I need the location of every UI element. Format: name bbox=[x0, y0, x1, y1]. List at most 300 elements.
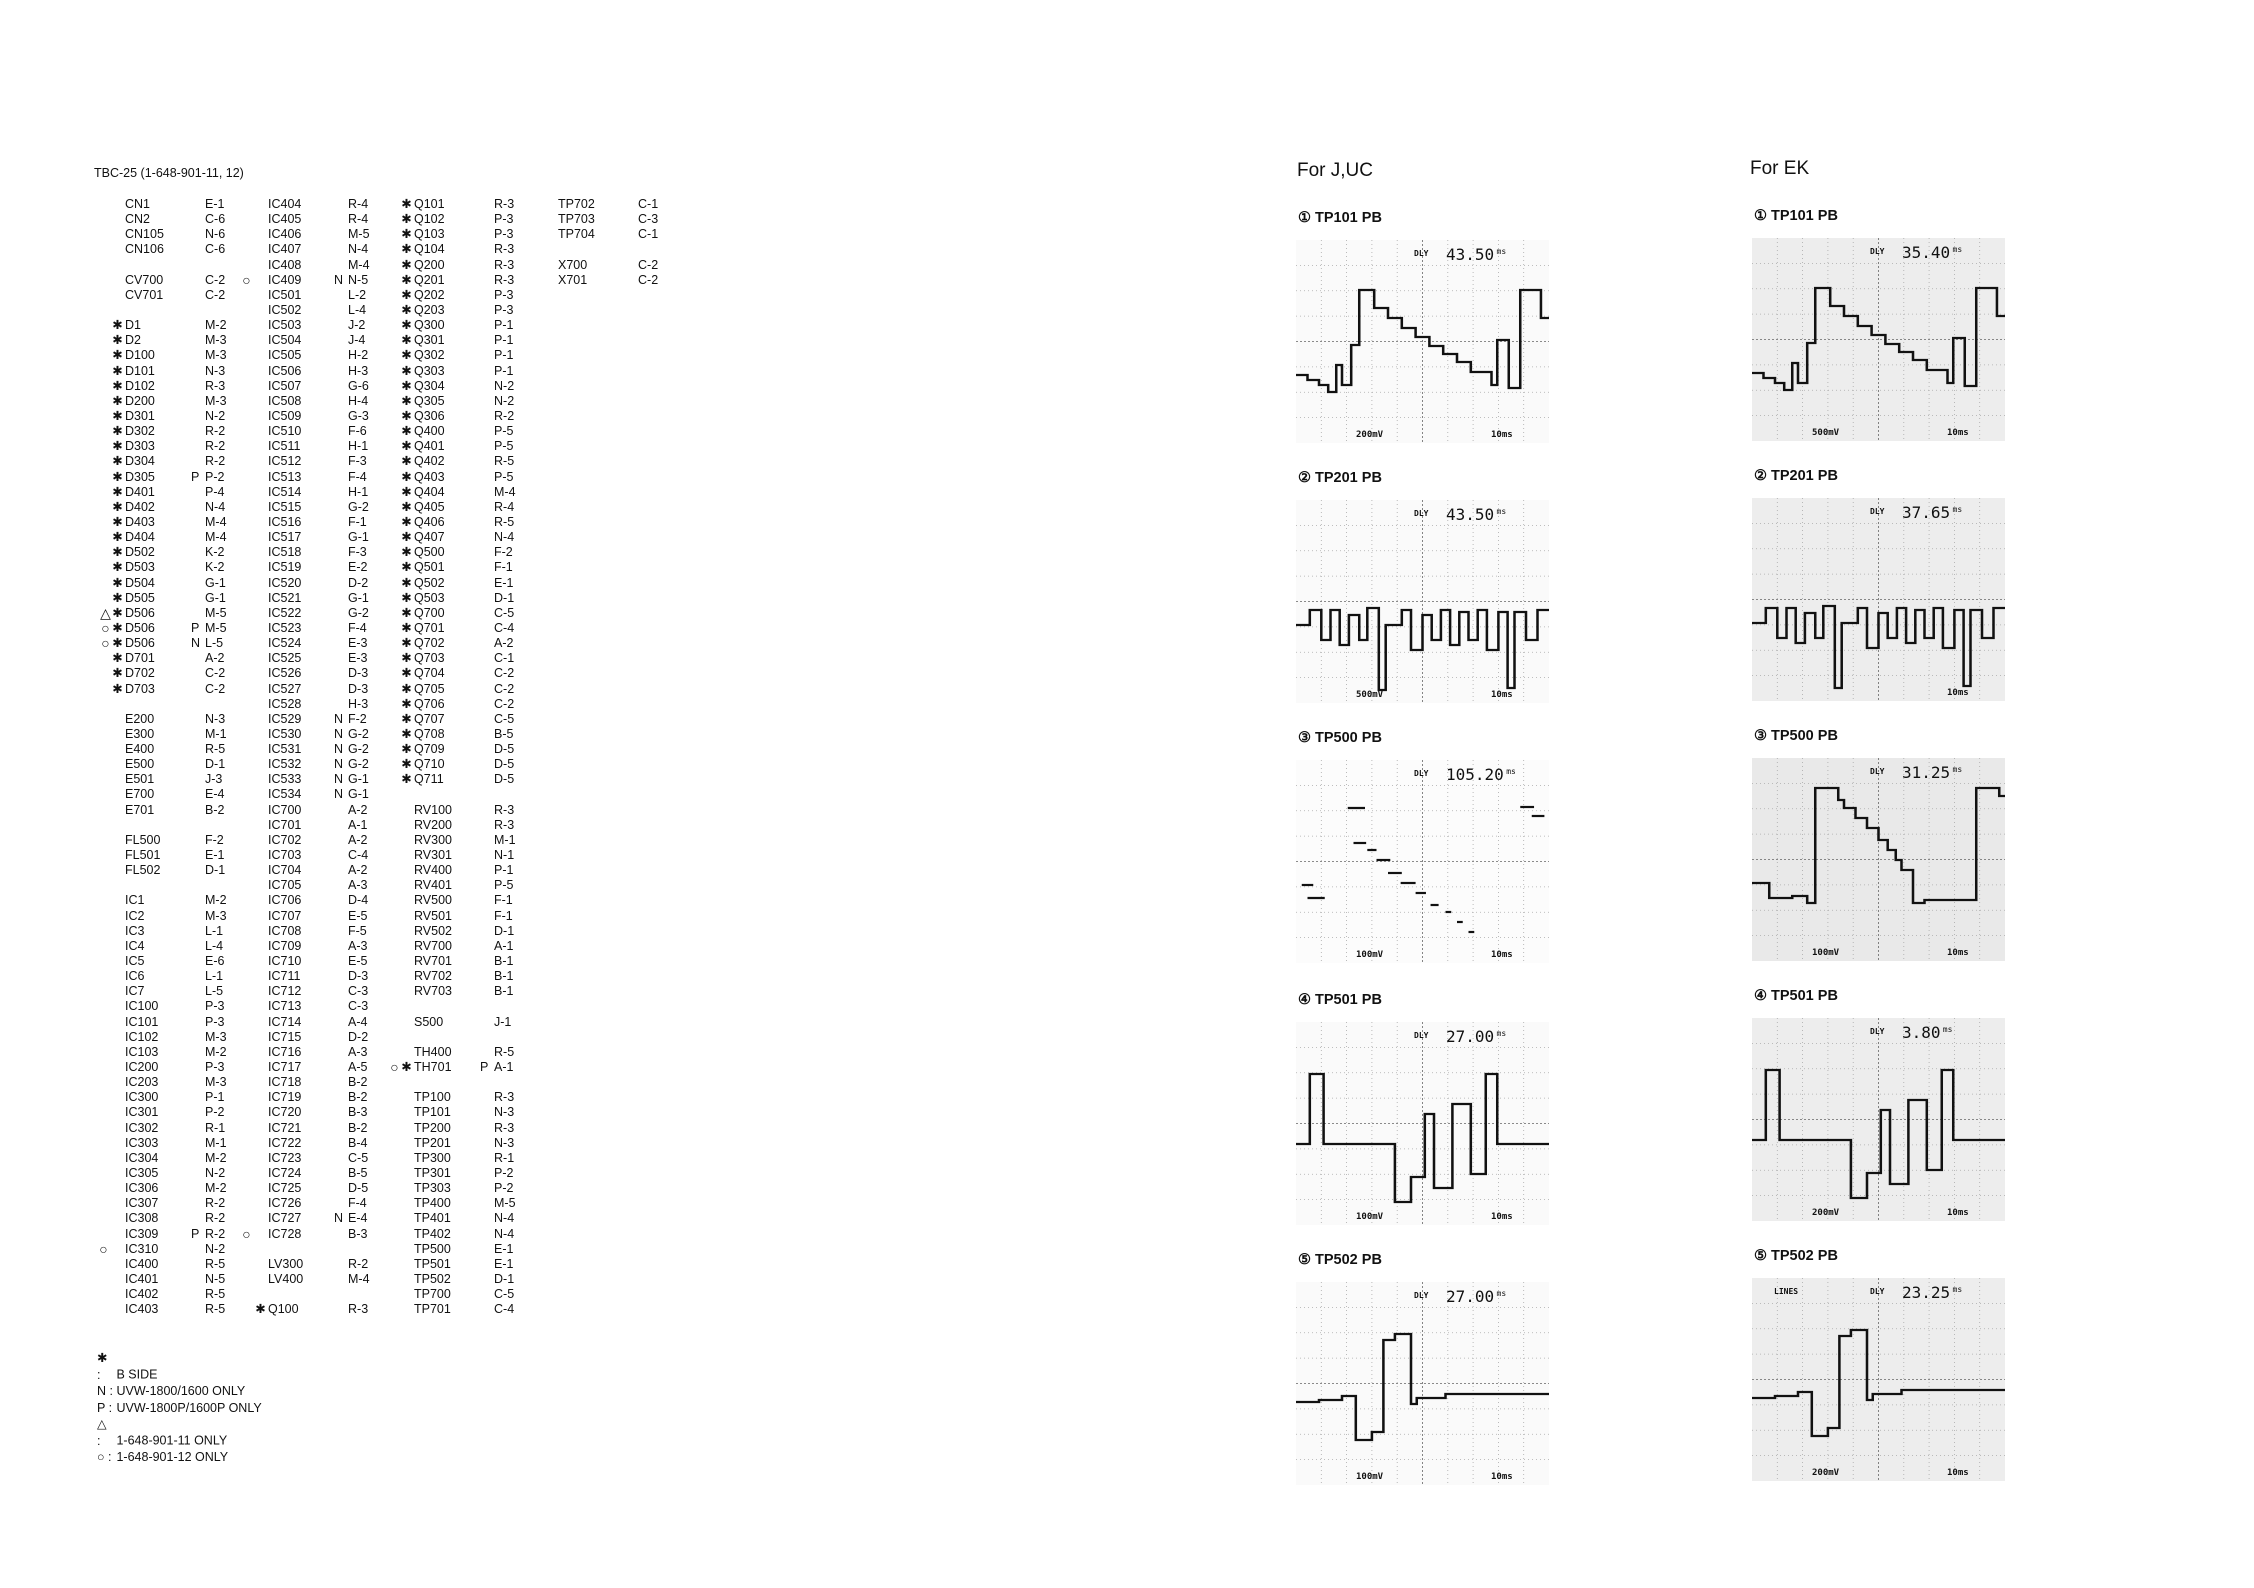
model-flag: N bbox=[334, 787, 344, 802]
part-row bbox=[125, 787, 227, 802]
part-row bbox=[268, 969, 370, 984]
part-location: D-5 bbox=[494, 772, 515, 787]
part-row bbox=[268, 545, 370, 560]
part-ref: Q709 bbox=[414, 742, 445, 757]
part-ref: IC101 bbox=[125, 1014, 159, 1029]
part-ref: IC522 bbox=[268, 605, 302, 620]
part-ref: IC401 bbox=[125, 1271, 159, 1286]
waveform-label-right-1: ① TP101 PB bbox=[1754, 208, 1838, 224]
part-row bbox=[268, 1121, 370, 1136]
legend-symbol: P : bbox=[97, 1400, 113, 1415]
part-row bbox=[401, 272, 516, 288]
b-side-mark: ✱ bbox=[401, 272, 412, 287]
part-row bbox=[112, 484, 227, 500]
part-location: C-1 bbox=[494, 651, 515, 666]
part-row bbox=[401, 257, 516, 273]
part-location: P-1 bbox=[494, 363, 514, 378]
delay-time-readout: 37.65 bbox=[1902, 503, 1951, 522]
legend-entry bbox=[97, 1383, 262, 1400]
part-ref: IC513 bbox=[268, 469, 302, 484]
part-location: C-2 bbox=[205, 287, 226, 302]
part-row bbox=[268, 651, 370, 666]
part-row bbox=[125, 273, 227, 288]
part-row bbox=[99, 1240, 227, 1257]
part-location: G-2 bbox=[348, 605, 369, 620]
b-side-mark: ✱ bbox=[401, 696, 412, 711]
part-location: C-2 bbox=[205, 272, 226, 287]
b-side-mark: ✱ bbox=[401, 348, 412, 363]
part-location: A-2 bbox=[348, 802, 368, 817]
part-ref: IC518 bbox=[268, 545, 302, 560]
part-ref: IC718 bbox=[268, 1075, 302, 1090]
part-ref: IC408 bbox=[268, 257, 302, 272]
volts-per-div-readout: 100mV bbox=[1356, 1472, 1384, 1482]
part-location: L-2 bbox=[348, 287, 367, 302]
part-ref: IC706 bbox=[268, 893, 302, 908]
part-location: F-2 bbox=[494, 545, 513, 560]
legend-text: 1-648-901-12 ONLY bbox=[113, 1450, 229, 1464]
part-row bbox=[125, 227, 227, 242]
b-side-mark: ✱ bbox=[401, 212, 412, 227]
part-location: L-1 bbox=[205, 969, 224, 984]
part-ref: IC409 bbox=[268, 272, 302, 287]
part-row bbox=[268, 1030, 370, 1045]
part-location: M-2 bbox=[205, 318, 227, 333]
part-row bbox=[112, 408, 227, 424]
part-row bbox=[268, 333, 370, 348]
part-location: M-3 bbox=[205, 1075, 227, 1090]
part-ref: Q302 bbox=[414, 348, 445, 363]
part-row bbox=[401, 575, 516, 591]
b-side-mark: ✱ bbox=[401, 620, 412, 635]
part-location: F-4 bbox=[348, 469, 367, 484]
part-row bbox=[268, 364, 370, 379]
part-location: N-2 bbox=[205, 408, 226, 423]
volts-per-div-readout: 500mV bbox=[1356, 690, 1384, 700]
part-row bbox=[112, 439, 227, 454]
part-ref: IC726 bbox=[268, 1196, 302, 1211]
part-ref: TP400 bbox=[414, 1196, 451, 1211]
b-side-mark: ✱ bbox=[112, 439, 123, 454]
part-ref: IC5 bbox=[125, 954, 145, 969]
part-ref: X701 bbox=[558, 272, 588, 287]
part-ref: Q203 bbox=[414, 302, 445, 317]
part-location: H-4 bbox=[348, 393, 369, 408]
part-location: M-4 bbox=[205, 514, 227, 529]
oscilloscope-screen bbox=[1752, 1278, 2005, 1481]
part-ref: IC516 bbox=[268, 514, 302, 529]
part-ref: D703 bbox=[125, 681, 155, 696]
part-ref: D402 bbox=[125, 499, 155, 514]
model-flag: P bbox=[191, 469, 200, 484]
part-location: C-2 bbox=[638, 257, 659, 272]
part-location: J-2 bbox=[348, 318, 366, 333]
dly-readout: DLY bbox=[1414, 1291, 1429, 1300]
part-ref: IC728 bbox=[268, 1226, 302, 1241]
part-location: B-2 bbox=[348, 1120, 368, 1135]
part-ref: IC502 bbox=[268, 302, 302, 317]
part-row bbox=[112, 530, 227, 545]
part-location: R-5 bbox=[494, 514, 515, 529]
part-location: R-5 bbox=[494, 454, 515, 469]
oscilloscope-screen bbox=[1296, 500, 1549, 703]
oscilloscope-graticule bbox=[1296, 760, 1549, 963]
part-row bbox=[558, 273, 658, 288]
part-ref: Q406 bbox=[414, 514, 445, 529]
part-row bbox=[268, 454, 370, 469]
part-row bbox=[268, 227, 370, 242]
part-row bbox=[414, 893, 516, 908]
part-row bbox=[268, 939, 370, 954]
part-row bbox=[414, 833, 516, 848]
part-location: F-3 bbox=[348, 454, 367, 469]
part-location: E-1 bbox=[205, 848, 225, 863]
part-ref: D1 bbox=[125, 318, 141, 333]
part-ref: IC711 bbox=[268, 969, 301, 984]
part-location: C-6 bbox=[205, 212, 226, 227]
part-ref: IC716 bbox=[268, 1044, 302, 1059]
part-ref: IC403 bbox=[125, 1302, 159, 1317]
part-row bbox=[125, 1181, 227, 1196]
part-row bbox=[401, 530, 516, 545]
part-row bbox=[401, 227, 516, 242]
part-ref: IC724 bbox=[268, 1166, 302, 1180]
part-location: G-6 bbox=[348, 378, 369, 393]
part-location: M-4 bbox=[348, 1271, 370, 1286]
part-row bbox=[401, 711, 516, 727]
part-location: C-5 bbox=[494, 605, 515, 620]
part-location: R-3 bbox=[494, 272, 515, 287]
part-row bbox=[414, 1121, 516, 1136]
part-location: C-5 bbox=[494, 1287, 515, 1302]
part-row bbox=[401, 318, 516, 333]
b-side-mark: ✱ bbox=[401, 393, 412, 408]
model-flag: N bbox=[334, 757, 344, 772]
part-row bbox=[112, 560, 227, 575]
b-side-mark: ✱ bbox=[401, 257, 412, 272]
part-ref: Q401 bbox=[414, 439, 445, 454]
part-location: E-2 bbox=[348, 560, 368, 575]
part-location: M-3 bbox=[205, 333, 227, 348]
part-location: B-5 bbox=[348, 1166, 368, 1180]
part-row bbox=[268, 560, 370, 575]
part-location: R-1 bbox=[205, 1120, 226, 1135]
part-location: R-3 bbox=[494, 242, 515, 257]
part-row bbox=[401, 212, 516, 227]
part-row bbox=[414, 1105, 516, 1120]
oscilloscope-graticule bbox=[1296, 1022, 1549, 1225]
part-row bbox=[125, 242, 227, 257]
oscilloscope-screen bbox=[1296, 240, 1549, 443]
part-row bbox=[414, 803, 516, 818]
part-row bbox=[268, 242, 370, 257]
part-ref: IC719 bbox=[268, 1090, 302, 1105]
part-ref: IC407 bbox=[268, 242, 302, 257]
part-location: P-3 bbox=[494, 302, 514, 317]
part-ref: TH701 bbox=[414, 1060, 452, 1075]
oscilloscope-screen bbox=[1752, 1018, 2005, 1221]
part-ref: IC725 bbox=[268, 1181, 302, 1196]
delay-time-readout: 27.00 bbox=[1446, 1287, 1495, 1306]
part-ref: IC531 bbox=[268, 742, 302, 757]
part-ref: Q503 bbox=[414, 590, 445, 605]
part-ref: RV200 bbox=[414, 817, 452, 832]
part-ref: IC508 bbox=[268, 393, 302, 408]
part-ref: IC700 bbox=[268, 802, 302, 817]
legend-entry bbox=[97, 1350, 262, 1383]
part-row bbox=[268, 772, 370, 787]
part-row bbox=[242, 1225, 370, 1242]
part-row bbox=[401, 726, 516, 742]
part-ref: RV703 bbox=[414, 984, 452, 999]
part-location: R-5 bbox=[494, 1044, 515, 1059]
part-row bbox=[125, 1151, 227, 1166]
legend-symbol: N : bbox=[97, 1384, 113, 1398]
part-ref: CN106 bbox=[125, 242, 164, 257]
part-ref: TP703 bbox=[558, 212, 595, 227]
b-side-mark: ✱ bbox=[401, 454, 412, 469]
part-row bbox=[112, 424, 227, 439]
part-location: N-1 bbox=[494, 848, 515, 863]
spacer-row bbox=[414, 999, 516, 1014]
part-location: C-3 bbox=[348, 984, 369, 999]
model-flag: N bbox=[334, 272, 344, 287]
part-row bbox=[112, 393, 227, 409]
part-row bbox=[401, 242, 516, 257]
part-row bbox=[414, 1257, 516, 1272]
part-ref: IC507 bbox=[268, 378, 302, 393]
part-ref: IC509 bbox=[268, 408, 302, 423]
part-ref: Q202 bbox=[414, 287, 445, 302]
part-ref: D303 bbox=[125, 439, 155, 454]
part-row bbox=[414, 1015, 516, 1030]
part-ref: TP702 bbox=[558, 197, 595, 211]
part-ref: Q300 bbox=[414, 318, 445, 333]
part-location: G-1 bbox=[205, 575, 226, 590]
part-location: P-1 bbox=[494, 348, 514, 363]
part-location: C-5 bbox=[494, 711, 515, 726]
part-location: N-4 bbox=[348, 242, 369, 257]
heading-for-ek: For EK bbox=[1750, 158, 1810, 179]
part-row bbox=[112, 681, 227, 697]
part-row bbox=[401, 545, 516, 560]
part-location: C-6 bbox=[205, 242, 226, 257]
board-version-symbol: ○ bbox=[242, 271, 251, 288]
part-ref: Q103 bbox=[414, 227, 445, 242]
dly-readout: DLY bbox=[1414, 1031, 1429, 1040]
part-location: J-3 bbox=[205, 772, 223, 787]
part-ref: IC505 bbox=[268, 348, 302, 363]
part-row bbox=[414, 1166, 516, 1181]
part-location: G-1 bbox=[348, 772, 369, 787]
part-row bbox=[268, 818, 370, 833]
b-side-mark: ✱ bbox=[401, 681, 412, 696]
delay-time-readout: 43.50 bbox=[1446, 505, 1495, 524]
part-row bbox=[125, 939, 227, 954]
part-ref: IC511 bbox=[268, 439, 301, 454]
part-location: P-3 bbox=[494, 212, 514, 227]
part-row bbox=[112, 514, 227, 530]
part-row bbox=[125, 1136, 227, 1151]
board-version-symbol: ○ bbox=[390, 1059, 399, 1076]
part-location: B-3 bbox=[348, 1105, 368, 1120]
part-ref: IC721 bbox=[268, 1120, 302, 1135]
part-row bbox=[414, 1181, 516, 1196]
part-location: P-2 bbox=[205, 1105, 225, 1120]
part-ref: CN105 bbox=[125, 227, 164, 242]
part-row bbox=[125, 1196, 227, 1211]
part-ref: IC713 bbox=[268, 999, 302, 1014]
spacer-row bbox=[268, 1287, 370, 1302]
part-location: E-3 bbox=[348, 636, 368, 651]
part-ref: IC306 bbox=[125, 1181, 159, 1196]
delay-unit-readout: ms bbox=[1506, 767, 1516, 776]
b-side-mark: ✱ bbox=[401, 711, 412, 726]
part-ref: TP200 bbox=[414, 1120, 451, 1135]
part-row bbox=[268, 636, 370, 651]
part-row bbox=[558, 212, 658, 227]
part-location: R-3 bbox=[494, 1090, 515, 1105]
part-location: B-1 bbox=[494, 954, 514, 969]
part-row bbox=[268, 712, 370, 727]
part-row bbox=[414, 818, 516, 833]
part-ref: D101 bbox=[125, 363, 155, 378]
part-location: D-5 bbox=[494, 757, 515, 772]
part-ref: D504 bbox=[125, 575, 155, 590]
part-ref: RV401 bbox=[414, 878, 452, 893]
part-location: P-1 bbox=[205, 1090, 225, 1105]
part-row bbox=[255, 1302, 370, 1317]
part-location: M-2 bbox=[205, 1181, 227, 1196]
part-row bbox=[268, 379, 370, 394]
part-ref: E501 bbox=[125, 772, 155, 787]
b-side-mark: ✱ bbox=[112, 318, 123, 333]
b-side-mark: ✱ bbox=[112, 590, 123, 605]
board-version-symbol: △ bbox=[100, 604, 111, 621]
part-row bbox=[268, 1105, 370, 1120]
part-location: R-3 bbox=[494, 817, 515, 832]
part-ref: Q704 bbox=[414, 666, 445, 681]
part-row bbox=[125, 984, 227, 999]
part-location: N-2 bbox=[205, 1166, 226, 1180]
part-row bbox=[268, 999, 370, 1014]
part-ref: D506 bbox=[125, 620, 155, 635]
part-location: C-5 bbox=[348, 1150, 369, 1165]
delay-unit-readout: ms bbox=[1952, 765, 1963, 774]
b-side-mark: ✱ bbox=[255, 1302, 266, 1317]
part-row bbox=[401, 651, 516, 666]
part-row bbox=[268, 727, 370, 742]
part-ref: IC514 bbox=[268, 484, 302, 499]
part-location: M-3 bbox=[205, 1029, 227, 1044]
part-ref: CV701 bbox=[125, 287, 164, 302]
part-ref: IC705 bbox=[268, 878, 302, 893]
part-row bbox=[268, 409, 370, 424]
part-location: C-2 bbox=[205, 666, 226, 681]
part-location: R-5 bbox=[205, 742, 226, 757]
part-row bbox=[112, 378, 227, 394]
board-version-symbol: ○ bbox=[242, 1225, 251, 1242]
part-row bbox=[125, 1075, 227, 1090]
b-side-mark: ✱ bbox=[112, 363, 123, 378]
part-location: A-2 bbox=[348, 863, 368, 878]
part-ref: IC723 bbox=[268, 1150, 302, 1165]
delay-unit-readout: ms bbox=[1496, 1289, 1507, 1298]
part-row bbox=[558, 197, 658, 212]
part-ref: IC524 bbox=[268, 636, 302, 651]
part-location: N-3 bbox=[205, 363, 226, 378]
part-row bbox=[268, 530, 370, 545]
model-flag: P bbox=[480, 1060, 489, 1075]
volts-per-div-readout: 100mV bbox=[1812, 948, 1840, 958]
part-ref: E701 bbox=[125, 802, 155, 817]
part-ref: E700 bbox=[125, 787, 155, 802]
part-location: G-3 bbox=[348, 408, 369, 423]
b-side-mark: ✱ bbox=[401, 530, 412, 545]
part-ref: FL502 bbox=[125, 863, 161, 878]
part-row bbox=[401, 757, 516, 772]
part-location: F-2 bbox=[205, 832, 224, 847]
part-location: P-1 bbox=[494, 863, 514, 878]
part-ref: TP303 bbox=[414, 1181, 451, 1196]
part-location: R-2 bbox=[205, 1226, 226, 1241]
time-per-div-readout: 10ms bbox=[1947, 1468, 1969, 1478]
part-ref: IC406 bbox=[268, 227, 302, 242]
part-ref: D102 bbox=[125, 378, 155, 393]
part-row bbox=[100, 604, 227, 621]
part-location: C-2 bbox=[494, 681, 515, 696]
volts-per-div-readout: 100mV bbox=[1356, 1212, 1384, 1222]
b-side-mark: ✱ bbox=[401, 424, 412, 439]
part-ref: RV301 bbox=[414, 848, 452, 863]
time-per-div-readout: 10ms bbox=[1947, 428, 1969, 438]
part-location: R-2 bbox=[205, 454, 226, 469]
part-location: D-2 bbox=[348, 575, 369, 590]
b-side-mark: ✱ bbox=[401, 726, 412, 741]
b-side-mark: ✱ bbox=[401, 605, 412, 620]
legend bbox=[97, 1350, 262, 1466]
part-ref: IC722 bbox=[268, 1135, 302, 1150]
part-location: L-1 bbox=[205, 923, 224, 938]
b-side-mark: ✱ bbox=[401, 227, 412, 242]
part-ref: IC714 bbox=[268, 1014, 302, 1029]
part-row bbox=[101, 619, 227, 636]
part-ref: S500 bbox=[414, 1014, 444, 1029]
part-ref: IC300 bbox=[125, 1090, 159, 1105]
part-ref: RV100 bbox=[414, 802, 452, 817]
part-ref: IC100 bbox=[125, 999, 159, 1014]
spacer-row bbox=[125, 697, 227, 712]
part-row bbox=[112, 318, 227, 333]
part-location: D-1 bbox=[205, 757, 226, 772]
dly-readout: DLY bbox=[1870, 507, 1885, 516]
part-row bbox=[112, 545, 227, 560]
part-row bbox=[414, 1302, 516, 1317]
b-side-mark: ✱ bbox=[112, 469, 123, 484]
part-row bbox=[125, 1045, 227, 1060]
part-location: A-3 bbox=[348, 1044, 368, 1059]
oscilloscope-screen bbox=[1752, 498, 2005, 701]
part-location: P-3 bbox=[205, 1014, 225, 1029]
part-location: M-4 bbox=[348, 257, 370, 272]
time-per-div-readout: 10ms bbox=[1491, 1472, 1513, 1482]
part-location: F-4 bbox=[348, 1196, 367, 1211]
part-row bbox=[125, 757, 227, 772]
part-row bbox=[112, 499, 227, 515]
part-ref: IC301 bbox=[125, 1105, 159, 1120]
part-row bbox=[268, 470, 370, 485]
part-row bbox=[268, 1045, 370, 1060]
